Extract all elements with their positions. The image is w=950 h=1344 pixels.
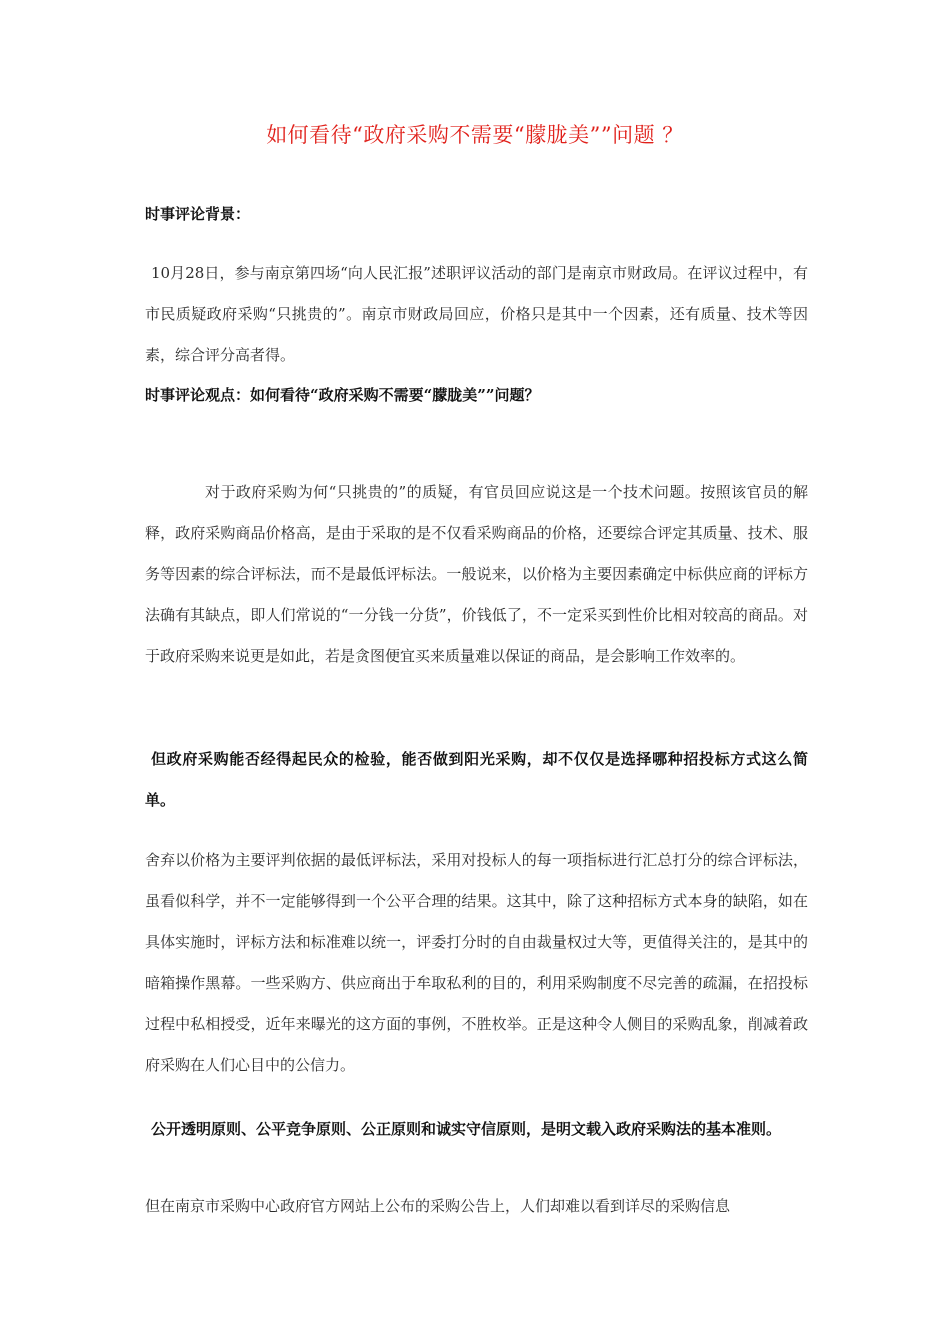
body-paragraph-5: 但在南京市采购中心政府官方网站上公布的采购公告上，人们却难以看到详尽的采购信息	[145, 1197, 731, 1215]
body-paragraph-3: 舍弃以价格为主要评判依据的最低评标法，采用对投标人的每一项指标进行汇总打分的综合评标法，虽看似科学，并不一定能够得到一个公平合理的结果。这其中，除了这种招标方式本身的缺陷，如在具体实施时，评标方法和标准难以统一，评委打分时的自由裁量权过大等，更值得关注的，是其中的暗箱操作黑幕。一些采购方、供应商出于牟取私利的目的，利用采购制度不尽完善的疏漏，在招投标过程中私相授受，近年来曝光的这方面的事例，不胜枚举。正是这种令人侧目的采购乱象，削减着政府采购在人们心目中的公信力。	[145, 851, 808, 1074]
background-heading: 时事评论背景：	[145, 205, 251, 223]
viewpoint-heading: 时事评论观点：如何看待“政府采购不需要“朦胧美””问题？	[145, 386, 540, 404]
document-title: 如何看待“政府采购不需要“朦胧美””问题 ？	[266, 123, 684, 147]
body-paragraph-4-bold: 公开透明原则、公平竞争原则、公正原则和诚实守信原则，是明文载入政府采购法的基本准则。	[151, 1120, 782, 1138]
body-paragraph-2-bold: 但政府采购能否经得起民众的检验，能否做到阳光采购，却不仅仅是选择哪种招投标方式这么简单。	[145, 750, 808, 809]
body-paragraph-1: 对于政府采购为何“只挑贵的”的质疑，有官员回应说这是一个技术问题。按照该官员的解释，政府采购商品价格高，是由于采取的是不仅看采购商品的价格，还要综合评定其质量、技术、服务等因素的综合评标法，而不是最低评标法。一般说来，以价格为主要因素确定中标供应商的评标方法确有其缺点，即人们常说的“一分钱一分货”，价钱低了，不一定采买到性价比相对较高的商品。对于政府采购来说更是如此，若是贪图便宜买来质量难以保证的商品，是会影响工作效率的。	[145, 483, 808, 665]
background-paragraph: 10月28日，参与南京第四场“向人民汇报”述职评议活动的部门是南京市财政局。在评议过程中，有市民质疑政府采购“只挑贵的”。南京市财政局回应，价格只是其中一个因素，还有质量、技术等因素，综合评分高者得。	[145, 264, 808, 364]
